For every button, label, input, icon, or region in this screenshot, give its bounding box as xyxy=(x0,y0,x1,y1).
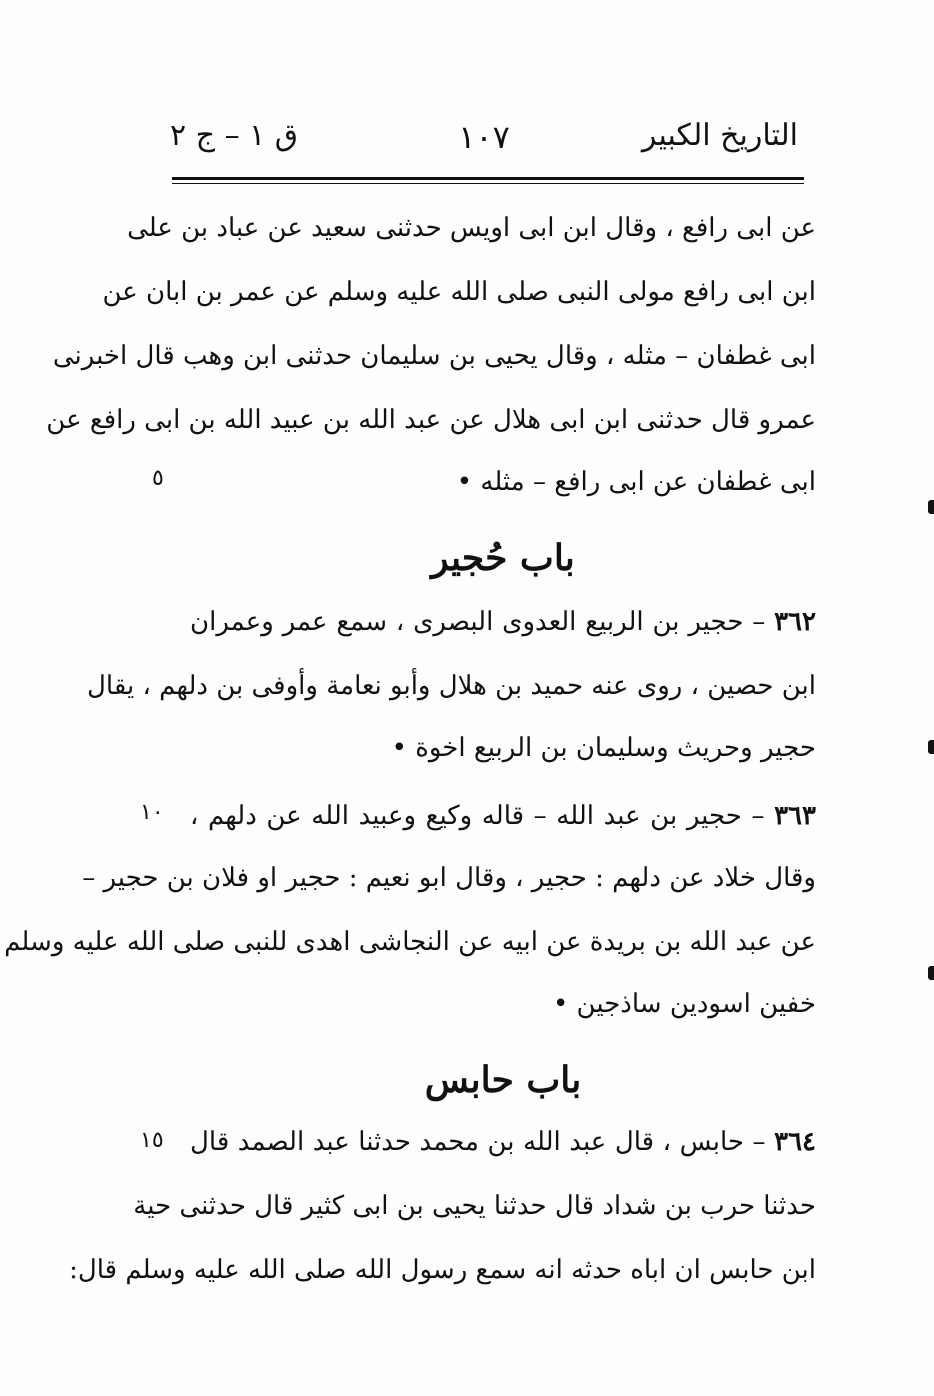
text-line: ابى غطفان – مثله ، وقال يحيى بن سليمان حدثنى ابن وهب قال اخبرنى xyxy=(52,341,816,371)
scan-edge-mark xyxy=(928,500,934,514)
text-line: عمرو قال حدثنى ابن ابى هلال عن عبد الله بن عبيد الله بن ابى رافع عن xyxy=(46,405,816,435)
entry-text: – حجير بن عبد الله – قاله وكيع وعبيد الله عن دلهم ، xyxy=(190,801,765,831)
margin-line-number: ١٥ xyxy=(140,1128,164,1153)
section-heading: باب حابس xyxy=(424,1059,582,1101)
entry-line: خفين اسودين ساذجين • xyxy=(552,989,816,1019)
entry-line: ابن حصين ، روى عنه حميد بن هلال وأبو نعامة وأوفى بن دلهم ، يقال xyxy=(87,671,816,701)
entry-line: وقال خلاد عن دلهم : حجير ، وقال ابو نعيم : حجير او فلان بن حجير – xyxy=(82,863,816,893)
entry-line xyxy=(190,1120,816,1164)
margin-line-number: ١٠ xyxy=(140,800,164,825)
entry-number: ٣٦٢ xyxy=(774,607,816,637)
entry-line: حدثنا حرب بن شداد قال حدثنا يحيى بن ابى كثير قال حدثنى حية xyxy=(133,1191,816,1221)
text-line: ابى غطفان عن ابى رافع – مثله • xyxy=(456,467,816,497)
header-rule-thick xyxy=(172,177,804,180)
header-rule-thin xyxy=(172,183,804,184)
margin-line-number: ٥ xyxy=(152,466,164,491)
entry-number: ٣٦٤ xyxy=(774,1127,817,1157)
entry-line: ابن حابس ان اباه حدثه انه سمع رسول الله صلى الله عليه وسلم قال: xyxy=(69,1255,816,1285)
entry-line: حجير وحريث وسليمان بن الربيع اخوة • xyxy=(391,733,816,763)
entry-number: ٣٦٣ xyxy=(774,801,816,831)
entry-line xyxy=(190,794,816,838)
scan-edge-mark xyxy=(928,740,934,754)
scan-edge-mark xyxy=(928,966,934,980)
entry-line xyxy=(190,600,816,644)
volume-reference: ق ١ – ج ٢ xyxy=(170,118,299,153)
text-line: عن ابى رافع ، وقال ابن ابى اويس حدثنى سعيد عن عباد بن على xyxy=(127,213,816,243)
entry-text: – حابس ، قال عبد الله بن محمد حدثنا عبد الصمد قال xyxy=(190,1127,766,1157)
text-line: ابن ابى رافع مولى النبى صلى الله عليه وسلم عن عمر بن ابان عن xyxy=(102,277,816,307)
entry-text: – حجير بن الربيع العدوى البصرى ، سمع عمر وعمران xyxy=(190,607,766,637)
running-header xyxy=(170,118,798,168)
page-number: ١٠٧ xyxy=(458,118,510,156)
book-title: التاريخ الكبير xyxy=(641,118,798,153)
section-heading: باب حُجير xyxy=(431,537,575,579)
entry-line: عن عبد الله بن بريدة عن ابيه عن النجاشى اهدى للنبى صلى الله عليه وسلم xyxy=(4,927,816,957)
